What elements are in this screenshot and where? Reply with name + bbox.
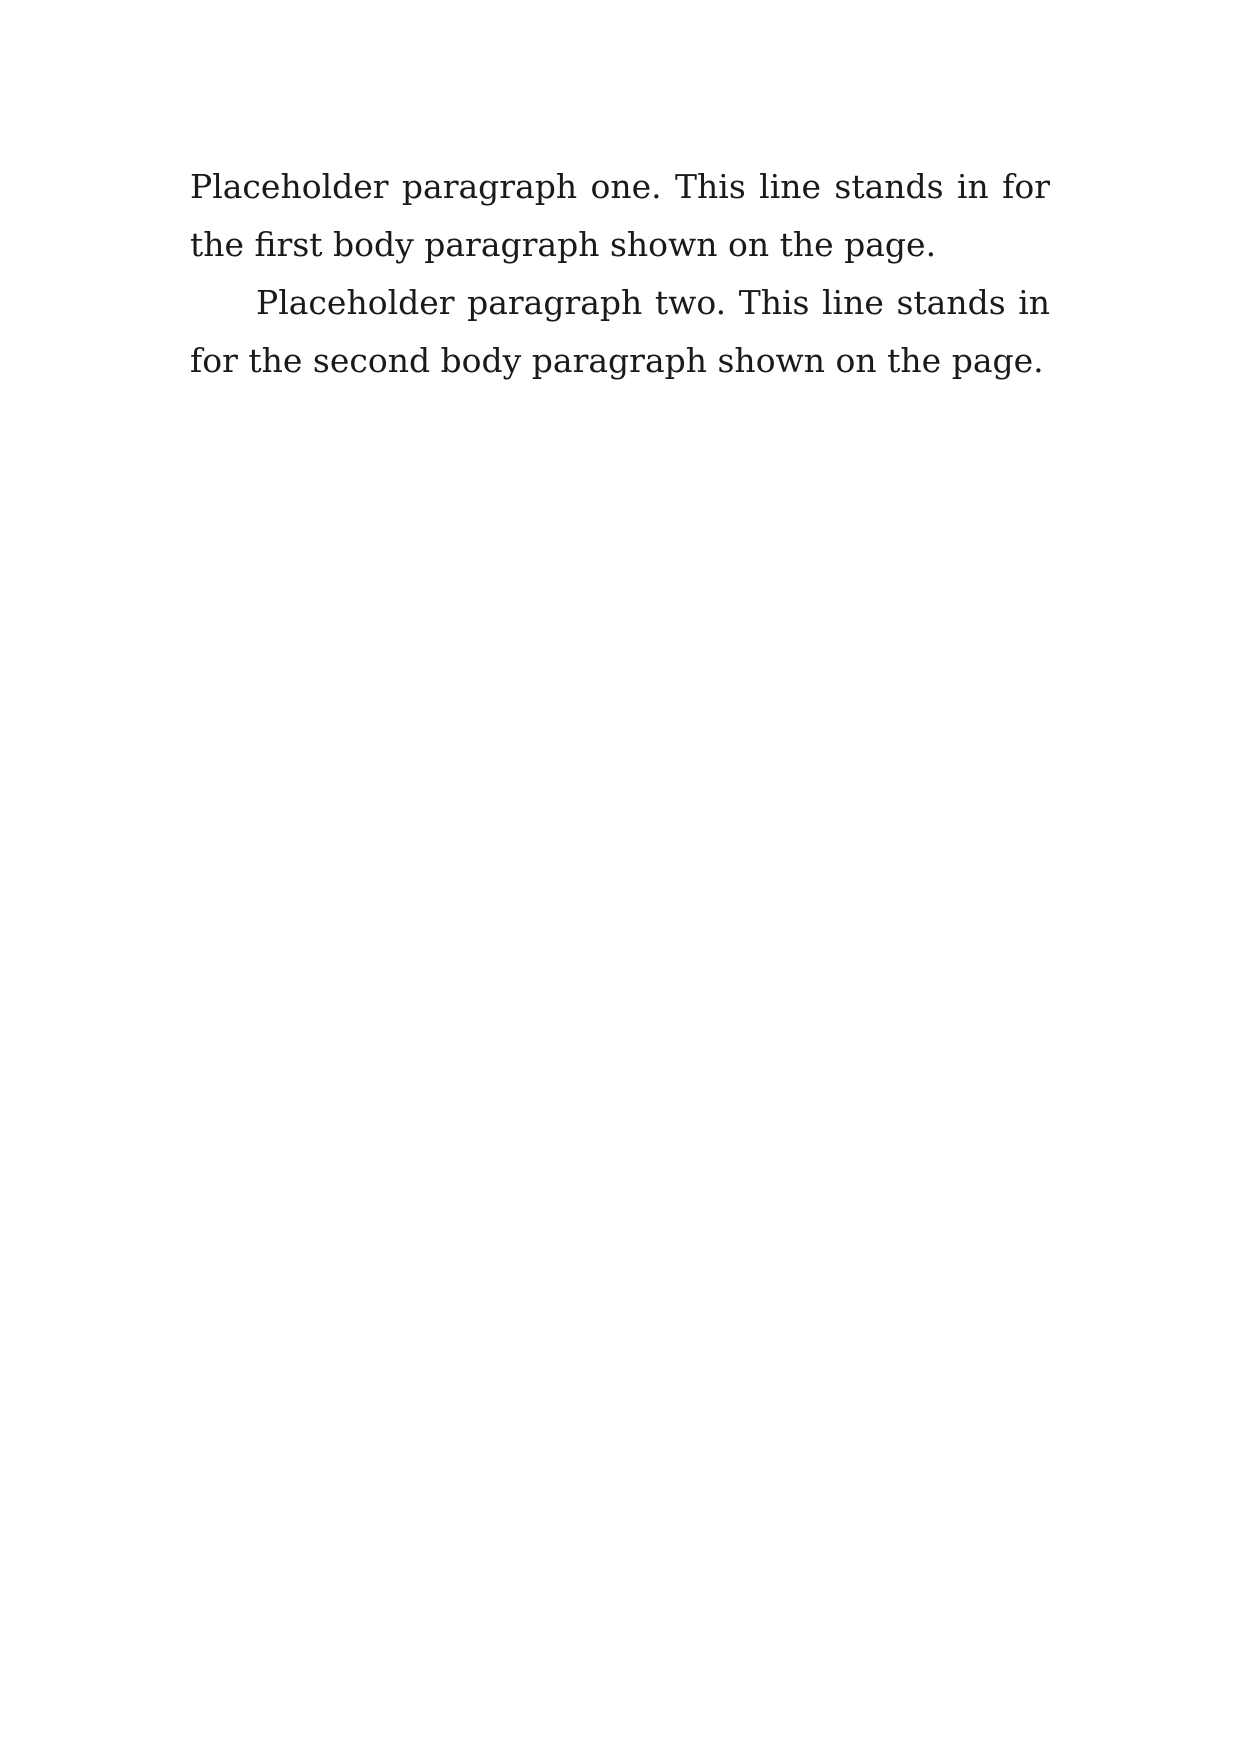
body-text <box>190 158 1050 390</box>
paragraph-continuation: Placeholder paragraph one. This line stands in for the first body paragraph shown on the page. <box>190 167 1050 264</box>
paragraph-leadership: Placeholder paragraph two. This line stands in for the second body paragraph shown on the page. <box>190 283 1050 380</box>
